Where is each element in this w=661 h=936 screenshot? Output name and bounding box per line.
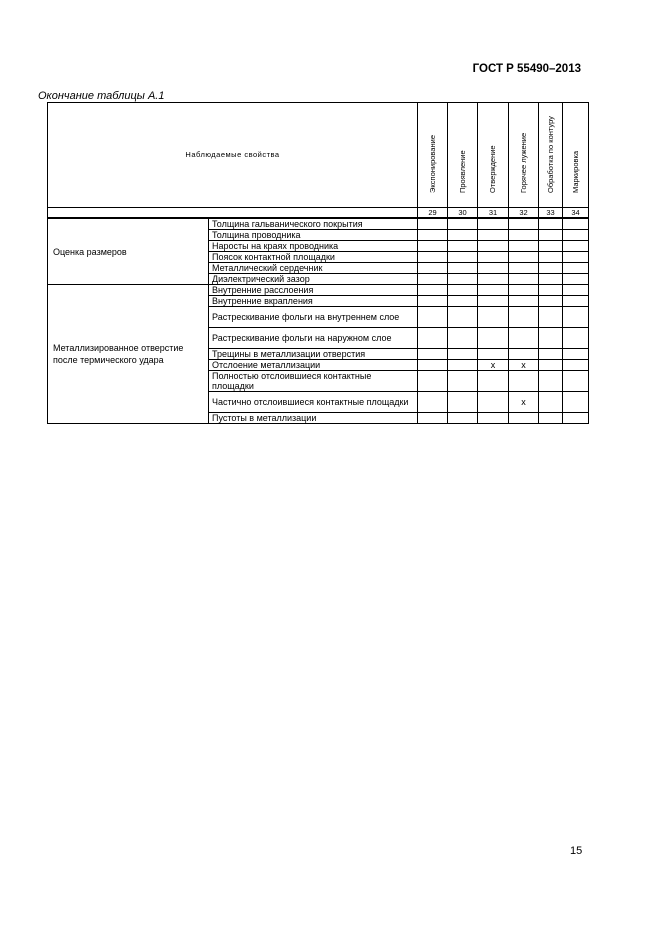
property-label: Толщина проводника <box>209 230 418 241</box>
mark-cell <box>448 392 478 413</box>
mark-cell <box>539 274 563 285</box>
column-number: 34 <box>563 208 589 219</box>
group-label: Оценка размеров <box>48 218 209 285</box>
mark-cell <box>418 328 448 349</box>
mark-cell <box>478 296 509 307</box>
mark-cell <box>448 285 478 296</box>
mark-cell <box>418 252 448 263</box>
mark-cell <box>418 230 448 241</box>
mark-cell <box>539 413 563 424</box>
mark-cell <box>448 307 478 328</box>
mark-cell <box>448 218 478 230</box>
mark-cell <box>509 349 539 360</box>
mark-cell <box>539 392 563 413</box>
mark-cell <box>418 263 448 274</box>
mark-cell <box>478 349 509 360</box>
mark-cell <box>509 307 539 328</box>
column-header: Маркировка <box>563 103 589 208</box>
mark-cell <box>448 328 478 349</box>
column-header: Горячее лужение <box>509 103 539 208</box>
mark-cell <box>563 360 589 371</box>
column-number: 30 <box>448 208 478 219</box>
mark-cell <box>539 307 563 328</box>
mark-cell <box>539 263 563 274</box>
mark-cell <box>563 371 589 392</box>
mark-cell <box>448 252 478 263</box>
mark-cell <box>418 371 448 392</box>
mark-cell <box>478 328 509 349</box>
column-number: 29 <box>418 208 448 219</box>
column-number-row <box>48 208 589 219</box>
table-row <box>48 285 589 296</box>
mark-cell <box>478 252 509 263</box>
mark-cell <box>563 241 589 252</box>
property-label: Частично отслоившиеся контактные площадки <box>209 392 418 413</box>
mark-cell <box>509 218 539 230</box>
mark-cell <box>418 296 448 307</box>
mark-cell <box>478 263 509 274</box>
mark-cell <box>563 285 589 296</box>
mark-cell <box>478 285 509 296</box>
observed-properties-header: Наблюдаемые свойства <box>48 103 418 208</box>
property-label: Полностью отслоившиеся контактные площадки <box>209 371 418 392</box>
property-label: Толщина гальванического покрытия <box>209 218 418 230</box>
mark-cell <box>539 241 563 252</box>
mark-cell <box>478 392 509 413</box>
mark-cell <box>478 274 509 285</box>
property-label: Металлический сердечник <box>209 263 418 274</box>
number-row-spacer <box>48 208 418 219</box>
mark-cell <box>418 274 448 285</box>
mark-cell <box>563 296 589 307</box>
mark-cell: x <box>509 392 539 413</box>
mark-cell <box>509 296 539 307</box>
column-header: Проявление <box>448 103 478 208</box>
column-header: Экспонирование <box>418 103 448 208</box>
mark-cell <box>539 360 563 371</box>
mark-cell <box>418 285 448 296</box>
mark-cell <box>418 360 448 371</box>
mark-cell <box>509 371 539 392</box>
mark-cell <box>478 307 509 328</box>
mark-cell: x <box>478 360 509 371</box>
property-label: Внутренние вкрапления <box>209 296 418 307</box>
column-number: 32 <box>509 208 539 219</box>
property-label: Наросты на краях проводника <box>209 241 418 252</box>
mark-cell <box>539 218 563 230</box>
mark-cell <box>509 263 539 274</box>
mark-cell <box>448 230 478 241</box>
mark-cell <box>509 252 539 263</box>
column-number: 31 <box>478 208 509 219</box>
table-row <box>48 218 589 230</box>
mark-cell <box>509 230 539 241</box>
property-label: Поясок контактной площадки <box>209 252 418 263</box>
mark-cell <box>563 413 589 424</box>
mark-cell <box>539 230 563 241</box>
mark-cell <box>448 296 478 307</box>
property-label: Пустоты в металлизации <box>209 413 418 424</box>
mark-cell <box>539 328 563 349</box>
mark-cell <box>563 349 589 360</box>
mark-cell <box>448 371 478 392</box>
mark-cell <box>448 241 478 252</box>
mark-cell <box>539 349 563 360</box>
mark-cell <box>448 263 478 274</box>
mark-cell <box>418 241 448 252</box>
properties-table <box>47 102 589 424</box>
mark-cell <box>418 349 448 360</box>
mark-cell: x <box>509 360 539 371</box>
mark-cell <box>539 371 563 392</box>
column-number: 33 <box>539 208 563 219</box>
mark-cell <box>563 328 589 349</box>
mark-cell <box>509 274 539 285</box>
mark-cell <box>478 230 509 241</box>
mark-cell <box>563 392 589 413</box>
mark-cell <box>478 413 509 424</box>
column-header: Обработка по контуру <box>539 103 563 208</box>
mark-cell <box>478 218 509 230</box>
mark-cell <box>509 413 539 424</box>
mark-cell <box>563 307 589 328</box>
mark-cell <box>448 349 478 360</box>
mark-cell <box>563 274 589 285</box>
property-label: Трещины в металлизации отверстия <box>209 349 418 360</box>
mark-cell <box>539 252 563 263</box>
property-label: Внутренние расслоения <box>209 285 418 296</box>
mark-cell <box>563 263 589 274</box>
mark-cell <box>539 285 563 296</box>
standard-number: ГОСТ Р 55490–2013 <box>472 63 581 75</box>
mark-cell <box>418 413 448 424</box>
column-header: Отверждение <box>478 103 509 208</box>
property-label: Отслоение металлизации <box>209 360 418 371</box>
page-number: 15 <box>570 845 583 857</box>
mark-cell <box>509 241 539 252</box>
mark-cell <box>418 218 448 230</box>
mark-cell <box>478 371 509 392</box>
mark-cell <box>509 328 539 349</box>
mark-cell <box>563 230 589 241</box>
table-caption: Окончание таблицы А.1 <box>38 90 165 102</box>
mark-cell <box>448 274 478 285</box>
property-label: Растрескивание фольги на внутреннем слое <box>209 307 418 328</box>
property-label: Диэлектрический зазор <box>209 274 418 285</box>
mark-cell <box>478 241 509 252</box>
mark-cell <box>448 413 478 424</box>
mark-cell <box>563 252 589 263</box>
property-label: Растрескивание фольги на наружном слое <box>209 328 418 349</box>
mark-cell <box>418 307 448 328</box>
mark-cell <box>539 296 563 307</box>
mark-cell <box>563 218 589 230</box>
mark-cell <box>448 360 478 371</box>
group-label: Металлизированное отверстие после термического удара <box>48 285 209 424</box>
table-header-row <box>48 103 589 208</box>
mark-cell <box>418 392 448 413</box>
mark-cell <box>509 285 539 296</box>
